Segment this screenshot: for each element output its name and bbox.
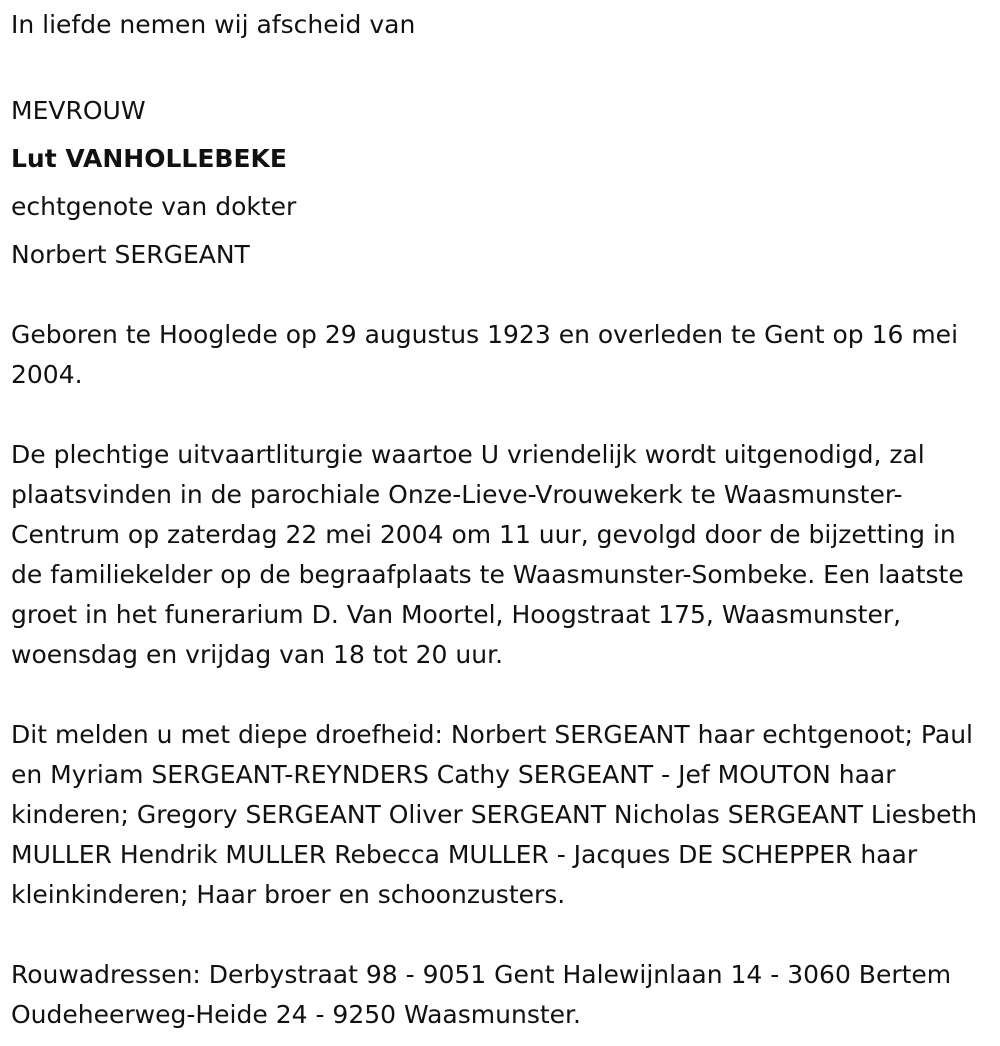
family-paragraph: Dit melden u met diepe droefheid: Norbert SERGEANT haar echtgenoot; Paul en Myriam SERGEANT-REYNDERS Cathy SERGEANT - Jef MOUTON haar kinderen; Gregory SERGEANT Oliver SERGEANT Nicholas SERGEANT Liesbeth MULLER Hendrik MULLER Rebecca MULLER - Jacques DE SCHEPPER haar kleinkinderen; Haar broer en schoonzusters.: [11, 720, 978, 909]
intro-line: In liefde nemen wij afscheid van: [11, 10, 416, 39]
title-line: MEVROUW: [11, 96, 146, 125]
relation-line: echtgenote van dokter: [11, 192, 297, 221]
ceremony-paragraph: De plechtige uitvaartliturgie waartoe U vriendelijk wordt uitgenodigd, zal plaatsvinden in de parochiale Onze-Lieve-Vrouwekerk te Waasmunster-Centrum op zaterdag 22 mei 2004 om 11 uur, gevolgd door de bijzetting in de familiekelder op de begraafplaats te Waasmunster-Sombeke. Een laatste groet in het funerarium D. Van Moortel, Hoogstraat 175, Waasmunster, woensdag en vrijdag van 18 tot 20 uur.: [11, 440, 964, 669]
deceased-name: Lut VANHOLLEBEKE: [11, 144, 288, 173]
obituary-document: [11, 0, 991, 1035]
addresses-paragraph: Rouwadressen: Derbystraat 98 - 9051 Gent Halewijnlaan 14 - 3060 Bertem Oudeheerweg-Heide 24 - 9250 Waasmunster.: [11, 960, 952, 1029]
birth-death-paragraph: Geboren te Hooglede op 29 augustus 1923 en overleden te Gent op 16 mei 2004.: [11, 320, 959, 389]
spouse-line: Norbert SERGEANT: [11, 240, 250, 269]
